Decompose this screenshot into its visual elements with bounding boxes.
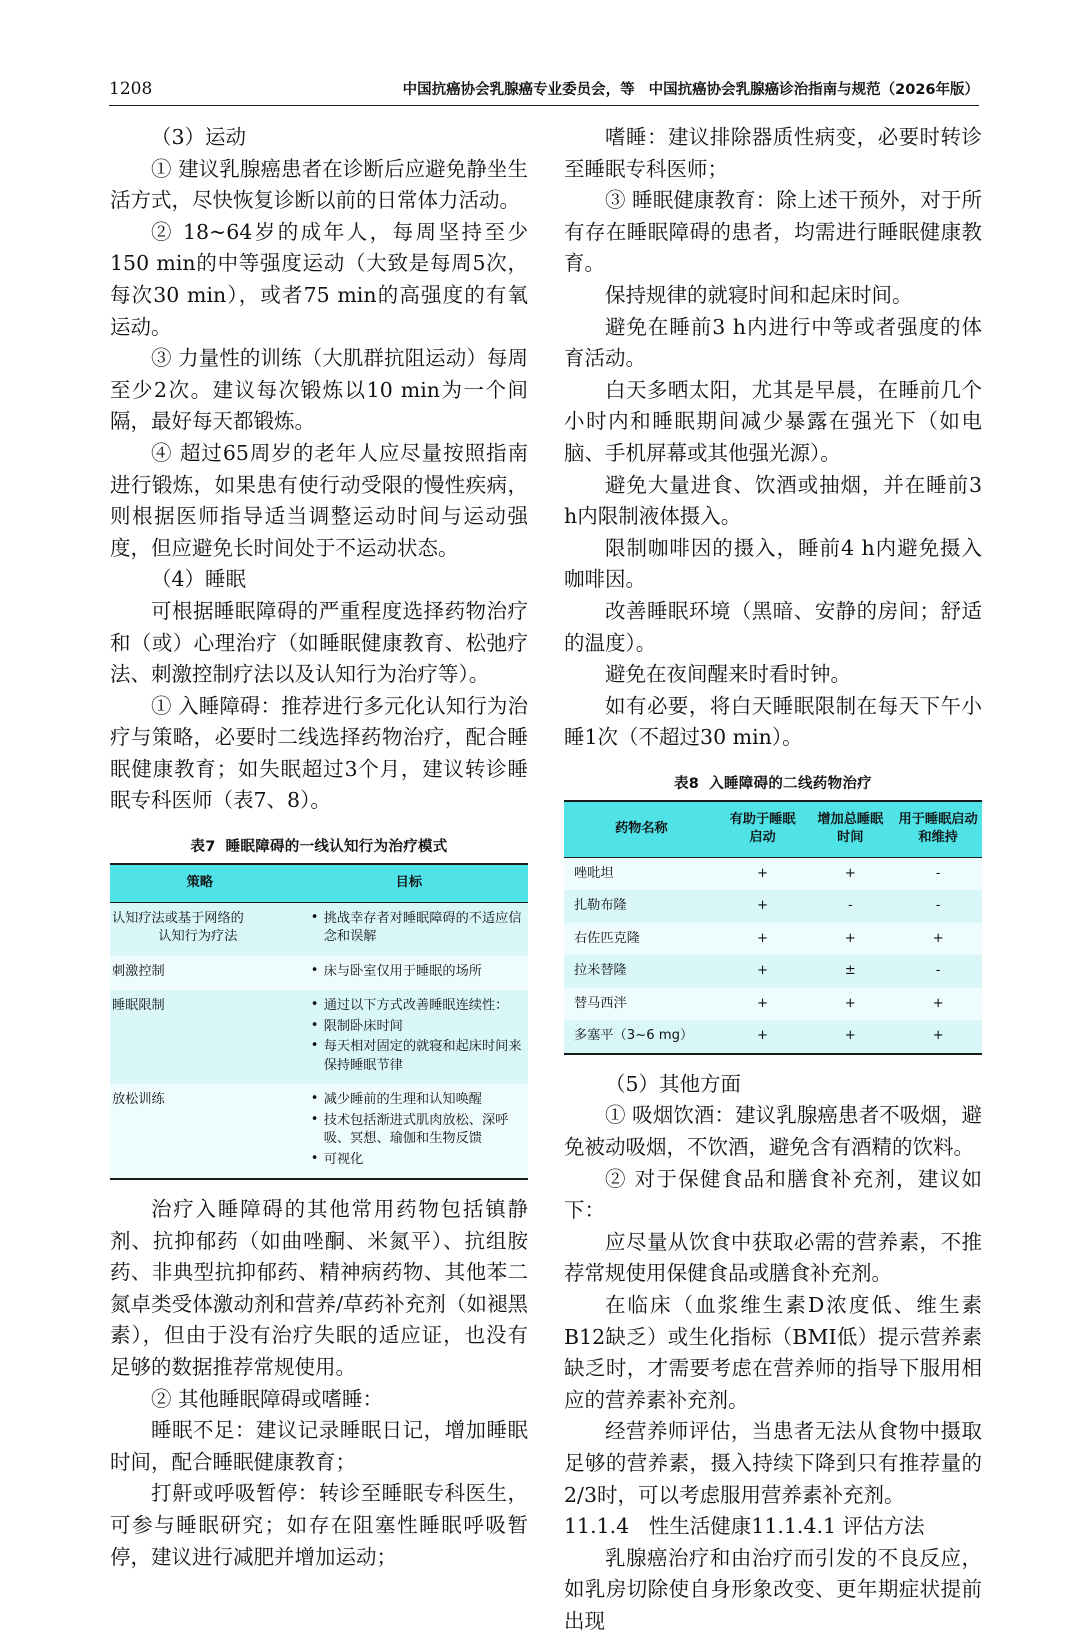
- strategy-line-1: 放松训练: [112, 1092, 165, 1108]
- table-cell-initiation: +: [719, 857, 807, 890]
- paragraph: （3）运动: [151, 125, 247, 149]
- table-8-col-initiation: [719, 801, 807, 858]
- target-list: [296, 1091, 522, 1169]
- table-cell-target: [290, 990, 528, 1084]
- paragraph: ② 18~64岁的成年人，每周坚持至少150 min的中等强度运动（大致是每周5次，每次30 min），或者75 min的高强度的有氧运动。: [110, 219, 528, 339]
- table-cell-maintenance: +: [894, 1020, 982, 1054]
- header-line-2: 启动: [749, 830, 776, 846]
- paragraph: 经营养师评估，当患者无法从食物中摄取足够的营养素，摄入持续下降到只有推荐量的2/3时，可以考虑服用营养素补充剂。: [564, 1419, 982, 1507]
- table-cell-drug-name: 右佐匹克隆: [564, 923, 719, 956]
- section-title: 性生活健康11.1.4.1 评估方法: [648, 1514, 925, 1539]
- table-cell-maintenance: -: [894, 857, 982, 890]
- table-cell-maintenance: +: [894, 923, 982, 956]
- header-line-2: 时间: [837, 830, 864, 846]
- paragraph: ② 其他睡眠障碍或嗜睡：: [151, 1386, 384, 1411]
- table-7-body: [110, 902, 528, 1179]
- strategy-line-1: 刺激控制: [112, 963, 165, 979]
- target-list: [296, 963, 522, 982]
- strategy-line-1: 认知疗法或基于网络的: [112, 910, 244, 926]
- paragraph: 避免在夜间醒来时看时钟。: [605, 662, 851, 687]
- table-cell-total-time: +: [806, 988, 894, 1021]
- table-7-caption-title: 睡眠障碍的一线认知行为治疗模式: [225, 839, 448, 856]
- list-item: • 技术包括渐进式肌肉放松、深呼吸、冥想、瑜伽和生物反馈: [311, 1112, 522, 1149]
- table-cell-target: [290, 1084, 528, 1179]
- table-8-wrapper: [564, 772, 982, 1055]
- table-cell-initiation: +: [719, 955, 807, 988]
- header-line-1: 有助于睡眠: [729, 811, 796, 827]
- table-cell-total-time: +: [806, 857, 894, 890]
- table-row: [564, 923, 982, 956]
- running-head-authors: 中国抗癌协会乳腺癌专业委员会，等: [402, 82, 635, 98]
- list-item: • 可视化: [311, 1151, 522, 1170]
- paragraph: 睡眠不足：建议记录睡眠日记，增加睡眠时间，配合睡眠健康教育；: [110, 1418, 528, 1474]
- paragraph: 避免在睡前3 h内进行中等或者强度的体育活动。: [564, 314, 982, 371]
- table-cell-total-time: +: [806, 1020, 894, 1054]
- list-item: • 挑战幸存者对睡眠障碍的不适应信念和误解: [311, 910, 522, 947]
- table-cell-total-time: ±: [806, 955, 894, 988]
- left-column: [110, 122, 528, 1638]
- table-7: [110, 863, 528, 1180]
- table-cell-initiation: +: [719, 988, 807, 1021]
- right-column: [564, 122, 982, 1638]
- list-item: • 通过以下方式改善睡眠连续性：: [311, 997, 522, 1016]
- table-8-body: [564, 857, 982, 1054]
- header-line-2: 和维持: [918, 830, 958, 846]
- strategy-line-2: 认知行为疗法: [158, 929, 238, 945]
- table-row: [564, 890, 982, 923]
- table-cell-drug-name: 替马西泮: [564, 988, 719, 1021]
- table-row: [564, 1020, 982, 1054]
- table-cell-drug-name: 多塞平（3~6 mg）: [564, 1020, 719, 1054]
- paragraph: 限制咖啡因的摄入，睡前4 h内避免摄入咖啡因。: [564, 535, 982, 592]
- table-cell-strategy: [110, 1084, 290, 1179]
- table-7-col-strategy: 策略: [110, 864, 290, 902]
- paragraph: 治疗入睡障碍的其他常用药物包括镇静剂、抗抑郁药（如曲唑酮、米氮平）、抗组胺药、非典型抗抑郁药、精神病药物、其他苯二氮卓类受体激动剂和营养/草药补充剂（如褪黑素），但由于没有治疗失眠的适应证，也没有足够的数据推荐常规使用。: [110, 1197, 528, 1380]
- table-cell-total-time: +: [806, 923, 894, 956]
- table-cell-maintenance: -: [894, 890, 982, 923]
- table-cell-strategy: [110, 902, 290, 956]
- table-cell-strategy: [110, 956, 290, 991]
- table-cell-initiation: +: [719, 923, 807, 956]
- table-row: [564, 857, 982, 890]
- paragraph: 可根据睡眠障碍的严重程度选择药物治疗和（或）心理治疗（如睡眠健康教育、松弛疗法、刺激控制疗法以及认知行为治疗等）。: [110, 598, 528, 687]
- table-8-caption: [564, 772, 982, 793]
- table-row: [110, 990, 528, 1084]
- table-row: [110, 1084, 528, 1179]
- table-row: [564, 988, 982, 1021]
- running-head-journal: 中国抗癌协会乳腺癌诊治指南与规范（2026年版）: [648, 82, 979, 98]
- table-row: [110, 956, 528, 991]
- paragraph: 嗜睡：建议排除器质性病变，必要时转诊至睡眠专科医师；: [564, 125, 982, 181]
- table-8: [564, 800, 982, 1055]
- table-7-caption: [110, 835, 528, 856]
- table-row: [110, 864, 528, 902]
- paragraph: ③ 睡眠健康教育：除上述干预外，对于所有存在睡眠障碍的患者，均需进行睡眠健康教育。: [564, 188, 982, 276]
- paragraph: 在临床（血浆维生素D浓度低、维生素B12缺乏）或生化指标（BMI低）提示营养素缺乏时，才需要考虑在营养师的指导下服用相应的营养素补充剂。: [564, 1293, 982, 1412]
- paragraph: ③ 力量性的训练（大肌群抗阻运动）每周至少2次。建议每次锻炼以10 min为一个间隔，最好每天都锻炼。: [110, 346, 528, 434]
- paragraph: 如有必要，将白天睡眠限制在每天下午小睡1次（不超过30 min）。: [564, 693, 982, 750]
- section-heading: [564, 1511, 982, 1543]
- table-row: [564, 955, 982, 988]
- list-item: • 减少睡前的生理和认知唤醒: [311, 1091, 522, 1110]
- table-cell-strategy: [110, 990, 290, 1084]
- table-cell-drug-name: 拉米替隆: [564, 955, 719, 988]
- page-number: 1208: [109, 79, 153, 99]
- header-line-1: 用于睡眠启动: [898, 811, 978, 827]
- table-cell-target: [290, 902, 528, 956]
- paragraph: ② 对于保健食品和膳食补充剂，建议如下：: [564, 1166, 982, 1223]
- paragraph: ① 吸烟饮酒：建议乳腺癌患者不吸烟，避免被动吸烟，不饮酒，避免含有酒精的饮料。: [564, 1103, 982, 1160]
- target-list: [296, 910, 522, 947]
- running-head-title: [152, 78, 979, 99]
- paragraph: ① 入睡障碍：推荐进行多元化认知行为治疗与策略，必要时二线选择药物治疗，配合睡眠健康教育；如失眠超过3个月，建议转诊睡眠专科医师（表7、8）。: [110, 693, 528, 813]
- header-line-1: 药物名称: [614, 821, 668, 837]
- paragraph: 打鼾或呼吸暂停：转诊至睡眠专科医生，可参与睡眠研究；如存在阻塞性睡眠呼吸暂停，建议进行减肥并增加运动；: [110, 1481, 528, 1569]
- section-number: 11.1.4: [564, 1514, 630, 1539]
- table-cell-target: [290, 956, 528, 991]
- table-cell-initiation: +: [719, 890, 807, 923]
- paragraph: 改善睡眠环境（黑暗、安静的房间；舒适的温度）。: [564, 598, 982, 655]
- paragraph: 保持规律的就寝时间和起床时间。: [605, 282, 913, 307]
- paragraph: ① 建议乳腺癌患者在诊断后应避免静坐生活方式，尽快恢复诊断以前的日常体力活动。: [110, 156, 528, 213]
- table-cell-maintenance: +: [894, 988, 982, 1021]
- table-cell-total-time: -: [806, 890, 894, 923]
- table-7-wrapper: [110, 835, 528, 1180]
- column-container: [110, 122, 982, 1638]
- table-8-caption-title: 入睡障碍的二线药物治疗: [709, 775, 872, 792]
- table-cell-drug-name: 扎勒布隆: [564, 890, 719, 923]
- header-line-1: 增加总睡眠: [817, 811, 884, 827]
- strategy-line-1: 睡眠限制: [112, 998, 165, 1014]
- table-8-col-drug: [564, 801, 719, 858]
- table-8-col-total-time: [806, 801, 894, 858]
- table-8-col-maintenance: [894, 801, 982, 858]
- list-item: • 每天相对固定的就寝和起床时间来保持睡眠节律: [311, 1038, 522, 1075]
- table-row: [110, 902, 528, 956]
- list-item: • 床与卧室仅用于睡眠的场所: [311, 963, 522, 982]
- paragraph: 应尽量从饮食中获取必需的营养素，不推荐常规使用保健食品或膳食补充剂。: [564, 1229, 982, 1286]
- table-8-header: [564, 801, 982, 858]
- paragraph: 避免大量进食、饮酒或抽烟，并在睡前3 h内限制液体摄入。: [564, 472, 982, 529]
- table-7-header: [110, 864, 528, 902]
- paragraph: 白天多晒太阳，尤其是早晨，在睡前几个小时内和睡眠期间减少暴露在强光下（如电脑、手机屏幕或其他强光源）。: [564, 377, 982, 465]
- table-7-col-target: 目标: [290, 864, 528, 902]
- table-cell-initiation: +: [719, 1020, 807, 1054]
- table-cell-maintenance: -: [894, 955, 982, 988]
- table-row: [564, 801, 982, 858]
- paragraph: ④ 超过65周岁的老年人应尽量按照指南进行锻炼，如果患有使行动受限的慢性疾病，则根据医师指导适当调整运动时间与运动强度，但应避免长时间处于不运动状态。: [110, 440, 528, 560]
- list-item: • 限制卧床时间: [311, 1018, 522, 1037]
- table-8-caption-label: 表8: [673, 775, 700, 792]
- table-cell-drug-name: 唑吡坦: [564, 857, 719, 890]
- target-list: [296, 997, 522, 1075]
- running-head: [109, 78, 979, 106]
- paragraph: （4）睡眠: [151, 567, 247, 592]
- paragraph: 乳腺癌治疗和由治疗而引发的不良反应，如乳房切除使自身形象改变、更年期症状提前出现: [564, 1545, 982, 1633]
- paragraph: （5）其他方面: [605, 1071, 742, 1096]
- table-7-caption-label: 表7: [190, 839, 216, 856]
